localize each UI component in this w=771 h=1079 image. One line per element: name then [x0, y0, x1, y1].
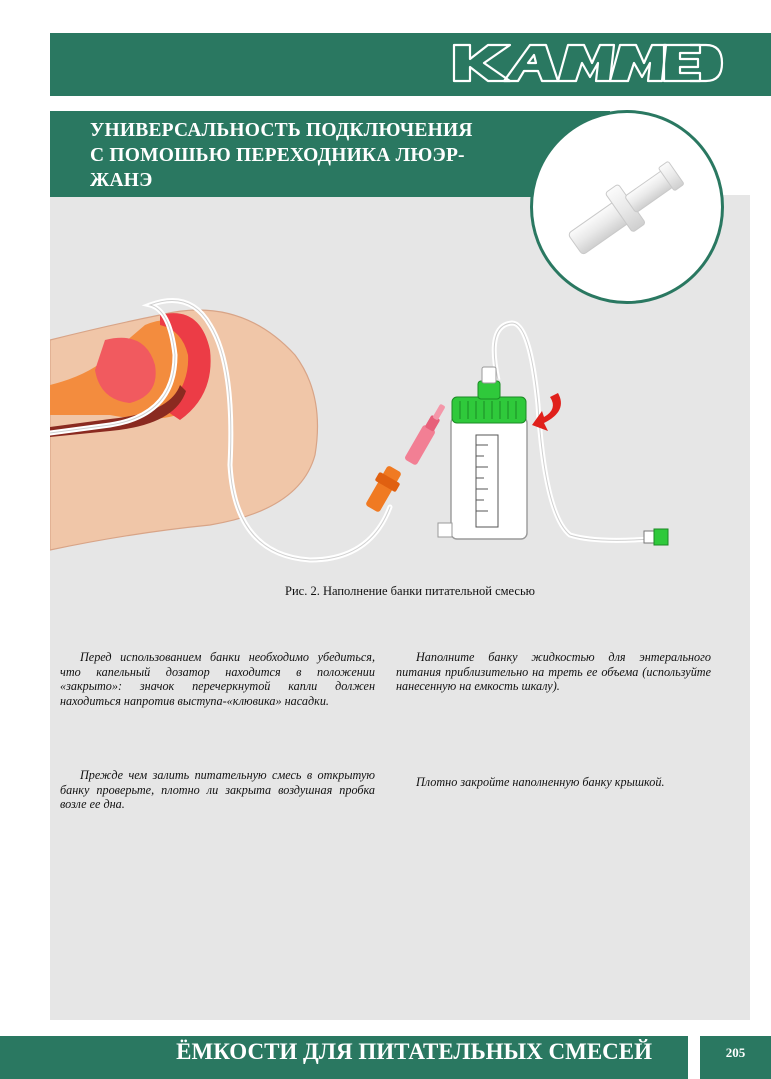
page-number: 205 — [725, 1045, 746, 1060]
instruction-paragraph-2: Прежде чем залить питательную смесь в открытую банку проверьте, плотно ли закрыта воздушная пробка возле ее дна. — [60, 768, 375, 811]
bottle — [438, 367, 527, 539]
adapter-inset — [530, 110, 724, 304]
instruction-paragraph-1: Перед использованием банки необходимо убедиться, что капельный дозатор находится в положении «закрыто»: значок перечеркнутой капли должен находиться напротив выступа-«клювика» насадки. — [60, 650, 375, 708]
page-title: УНИВЕРСАЛЬНОСТЬ ПОДКЛЮЧЕНИЯ С ПОМОШЬЮ ПЕРЕХОДНИКА ЛЮЭР- ЖАНЭ — [90, 120, 473, 191]
instruction-paragraph-3: Наполните банку жидкостью для энтерального питания приблизительно на треть ее объема (используйте нанесенную на емкость шкалу). — [396, 650, 711, 693]
green-end-connector — [644, 529, 668, 545]
kammed-logo — [450, 41, 725, 85]
feeding-illustration — [50, 285, 750, 575]
pink-luer-adapter — [404, 402, 449, 466]
section-title: ЁМКОСТИ ДЛЯ ПИТАТЕЛЬНЫХ СМЕСЕЙ — [176, 1039, 652, 1064]
logo-text: KAMMED — [450, 41, 455, 42]
figure-caption: Рис. 2. Наполнение банки питательной смесью — [285, 584, 535, 598]
orange-connector — [362, 463, 406, 515]
luer-adapter-image — [533, 113, 721, 301]
instruction-paragraph-4: Плотно закройте наполненную банку крышкой. — [416, 775, 665, 789]
